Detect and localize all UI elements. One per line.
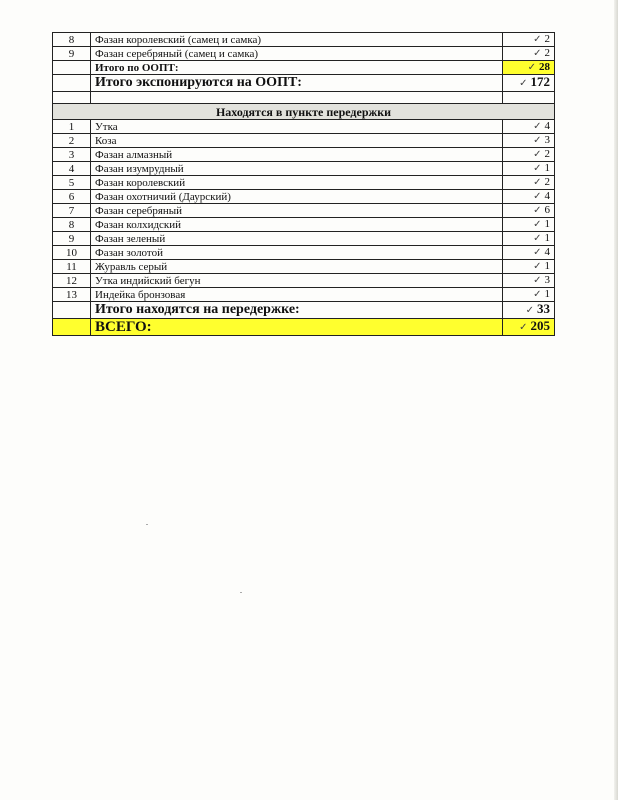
total-transit-label: Итого находятся на передержке: <box>91 302 503 319</box>
checkmark-icon: ✓ <box>533 191 542 202</box>
row-qty-cell <box>503 246 555 260</box>
checkmark-icon: ✓ <box>533 261 542 272</box>
row-qty: 1 <box>544 162 550 174</box>
table-row <box>53 148 555 162</box>
row-number: 1 <box>53 120 91 134</box>
total-transit-qty-cell <box>503 302 555 319</box>
row-qty-cell <box>503 134 555 148</box>
checkmark-icon: ✓ <box>533 163 542 174</box>
row-name: Фазан золотой <box>91 246 503 260</box>
checkmark-icon: ✓ <box>533 48 542 59</box>
checkmark-icon: ✓ <box>527 62 536 73</box>
empty-cell <box>53 75 91 92</box>
table-row <box>53 162 555 176</box>
total-oopt-qty-cell <box>503 61 555 75</box>
empty-cell <box>91 92 503 104</box>
checkmark-icon: ✓ <box>533 275 542 286</box>
row-number: 5 <box>53 176 91 190</box>
table-row <box>53 218 555 232</box>
row-qty: 2 <box>544 33 550 45</box>
row-number: 7 <box>53 204 91 218</box>
row-name: Фазан колхидский <box>91 218 503 232</box>
row-name: Фазан алмазный <box>91 148 503 162</box>
checkmark-icon: ✓ <box>533 247 542 258</box>
empty-cell <box>53 92 91 104</box>
row-qty-cell <box>503 47 555 61</box>
grand-total-row <box>53 319 555 336</box>
row-name: Фазан серебряный (самец и самка) <box>91 47 503 61</box>
row-name: Фазан охотничий (Даурский) <box>91 190 503 204</box>
row-number: 11 <box>53 260 91 274</box>
total-oopt-label: Итого по ООПТ: <box>91 61 503 75</box>
scan-speck <box>240 592 242 593</box>
row-qty: 3 <box>544 134 550 146</box>
grand-total-label: ВСЕГО: <box>91 319 503 336</box>
blank-row <box>53 92 555 104</box>
row-qty-cell <box>503 148 555 162</box>
table-row <box>53 120 555 134</box>
section-header-row <box>53 104 555 120</box>
row-name: Коза <box>91 134 503 148</box>
table-row <box>53 176 555 190</box>
total-transit-qty: 33 <box>537 301 550 316</box>
checkmark-icon: ✓ <box>525 305 534 316</box>
checkmark-icon: ✓ <box>533 205 542 216</box>
inventory-table <box>52 32 555 336</box>
row-qty-cell <box>503 274 555 288</box>
table-row <box>53 260 555 274</box>
table-row <box>53 204 555 218</box>
table-row <box>53 288 555 302</box>
row-qty-cell <box>503 260 555 274</box>
grand-total-qty-cell <box>503 319 555 336</box>
row-qty: 2 <box>544 176 550 188</box>
row-qty-cell <box>503 288 555 302</box>
row-qty-cell <box>503 33 555 47</box>
checkmark-icon: ✓ <box>533 289 542 300</box>
table-row <box>53 232 555 246</box>
row-number: 9 <box>53 232 91 246</box>
table-row <box>53 274 555 288</box>
row-qty: 1 <box>544 260 550 272</box>
table-row <box>53 190 555 204</box>
row-qty-cell <box>503 218 555 232</box>
checkmark-icon: ✓ <box>533 121 542 132</box>
row-qty: 4 <box>544 190 550 202</box>
row-qty: 2 <box>544 148 550 160</box>
total-exhibit-label: Итого экспонируются на ООПТ: <box>91 75 503 92</box>
row-number: 10 <box>53 246 91 260</box>
row-qty-cell <box>503 190 555 204</box>
row-number: 12 <box>53 274 91 288</box>
empty-cell <box>53 302 91 319</box>
row-name: Фазан серебряный <box>91 204 503 218</box>
checkmark-icon: ✓ <box>533 177 542 188</box>
total-oopt-row <box>53 61 555 75</box>
row-qty: 2 <box>544 47 550 59</box>
row-qty-cell <box>503 204 555 218</box>
table-row <box>53 246 555 260</box>
total-exhibit-row <box>53 75 555 92</box>
checkmark-icon: ✓ <box>519 322 528 333</box>
row-name: Журавль серый <box>91 260 503 274</box>
row-qty-cell <box>503 120 555 134</box>
row-qty-cell <box>503 232 555 246</box>
row-name: Фазан зеленый <box>91 232 503 246</box>
row-number: 3 <box>53 148 91 162</box>
row-qty: 1 <box>544 288 550 300</box>
checkmark-icon: ✓ <box>533 219 542 230</box>
checkmark-icon: ✓ <box>519 78 528 89</box>
table-row <box>53 33 555 47</box>
checkmark-icon: ✓ <box>533 135 542 146</box>
row-name: Индейка бронзовая <box>91 288 503 302</box>
row-number: 2 <box>53 134 91 148</box>
row-qty: 4 <box>544 120 550 132</box>
grand-total-qty: 205 <box>530 318 550 333</box>
row-number: 8 <box>53 218 91 232</box>
row-name: Фазан королевский <box>91 176 503 190</box>
row-qty-cell <box>503 162 555 176</box>
row-qty: 1 <box>544 232 550 244</box>
row-number: 8 <box>53 33 91 47</box>
row-name: Утка <box>91 120 503 134</box>
empty-cell <box>503 92 555 104</box>
checkmark-icon: ✓ <box>533 233 542 244</box>
row-name: Утка индийский бегун <box>91 274 503 288</box>
empty-cell <box>53 319 91 336</box>
total-oopt-qty: 28 <box>539 61 550 73</box>
page-edge <box>614 0 618 800</box>
total-transit-row <box>53 302 555 319</box>
row-number: 6 <box>53 190 91 204</box>
row-number: 13 <box>53 288 91 302</box>
section-title: Находятся в пункте передержки <box>53 104 555 120</box>
row-qty: 4 <box>544 246 550 258</box>
empty-cell <box>53 61 91 75</box>
total-exhibit-qty: 172 <box>530 74 550 89</box>
table-row <box>53 47 555 61</box>
row-qty: 6 <box>544 204 550 216</box>
row-qty: 1 <box>544 218 550 230</box>
row-number: 9 <box>53 47 91 61</box>
checkmark-icon: ✓ <box>533 149 542 160</box>
row-qty-cell <box>503 176 555 190</box>
row-number: 4 <box>53 162 91 176</box>
checkmark-icon: ✓ <box>533 34 542 45</box>
row-name: Фазан королевский (самец и самка) <box>91 33 503 47</box>
row-qty: 3 <box>544 274 550 286</box>
scan-speck <box>146 524 148 525</box>
row-name: Фазан изумрудный <box>91 162 503 176</box>
total-exhibit-qty-cell <box>503 75 555 92</box>
table-row <box>53 134 555 148</box>
